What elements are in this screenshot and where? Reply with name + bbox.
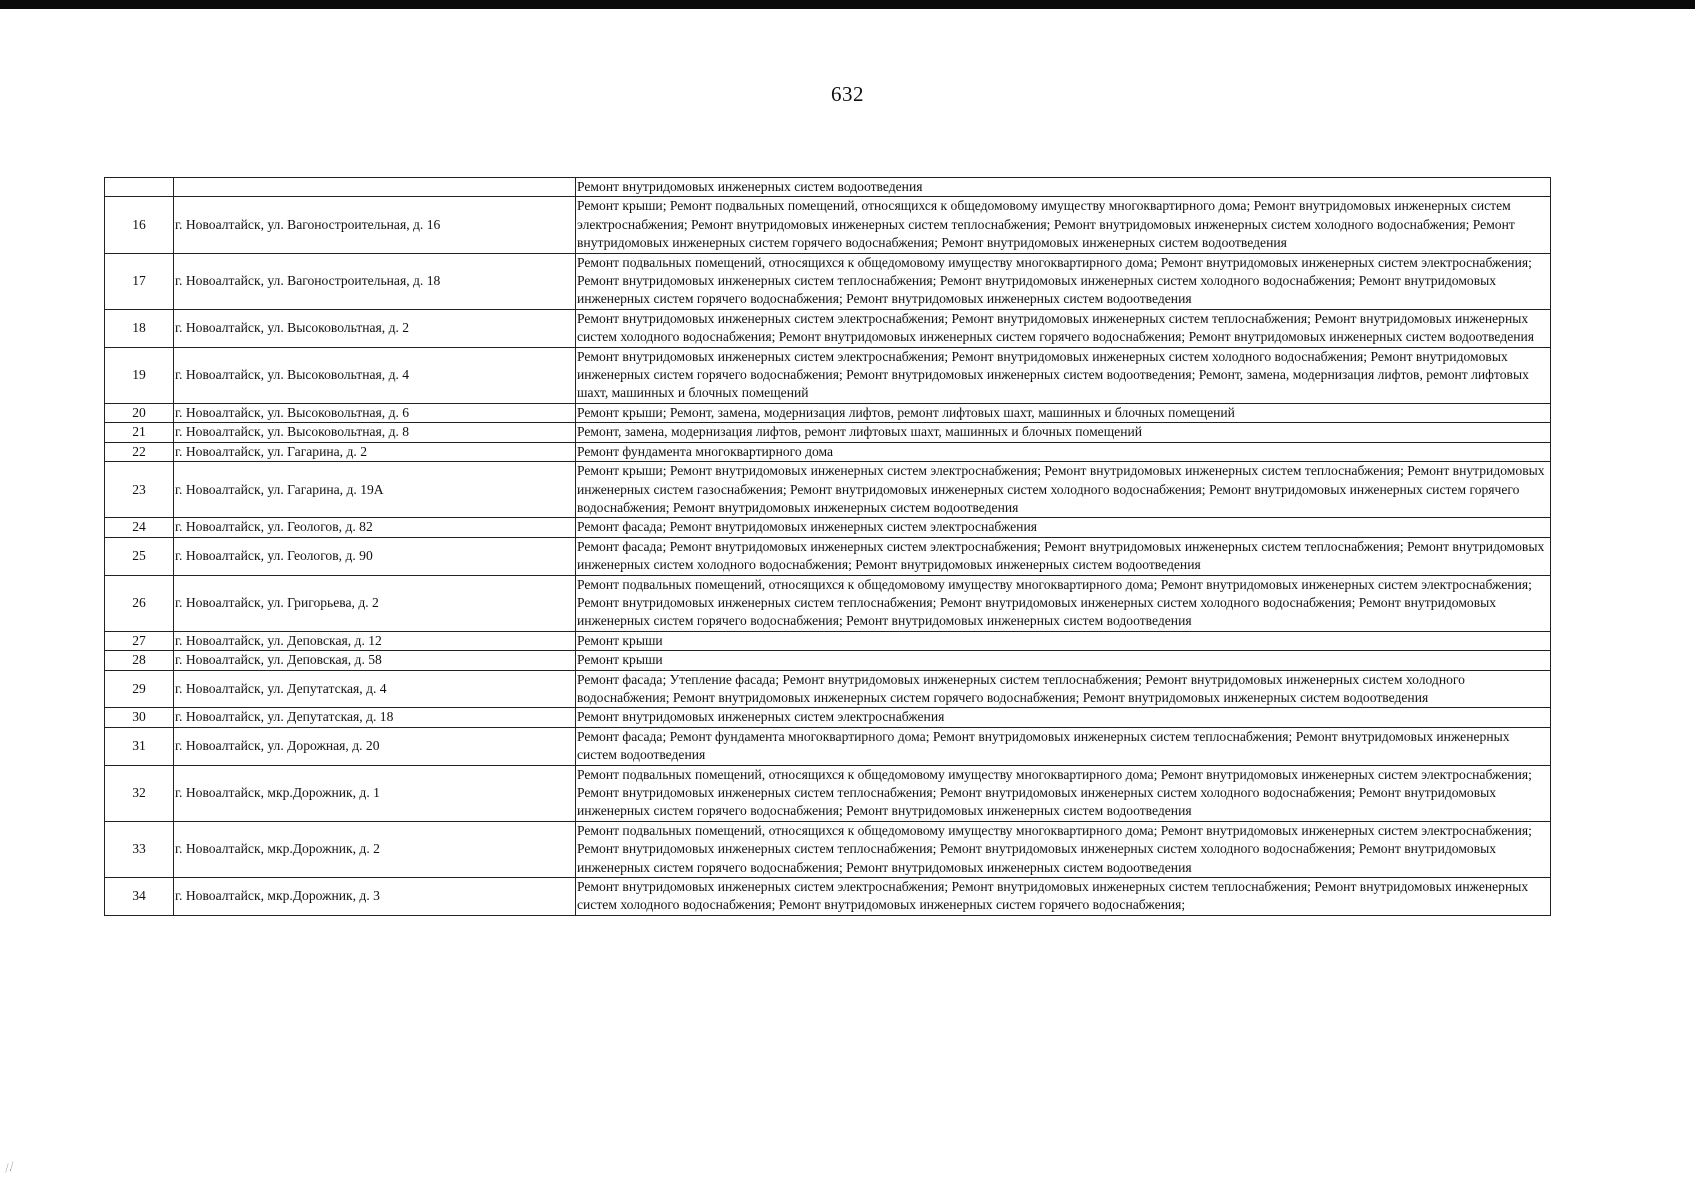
row-works: Ремонт фасада; Ремонт внутридомовых инженерных систем электроснабжения — [576, 518, 1551, 537]
table-row — [105, 821, 1551, 877]
row-works: Ремонт подвальных помещений, относящихся к общедомовому имуществу многоквартирного дома; Ремонт внутридомовых инженерных систем электроснабжения; Ремонт внутридомовых инженерных систем теплоснабжения; Ремонт внутридомовых инженерных систем холодного водоснабжения; Ремонт внутридомовых инженерных систем горячего водоснабжения; Ремонт внутридомовых инженерных систем водоотведения — [576, 821, 1551, 877]
row-address: г. Новоалтайск, ул. Дорожная, д. 20 — [174, 727, 576, 765]
scan-margin-mark: ⁄.⁄ — [3, 1159, 16, 1175]
row-address: г. Новоалтайск, ул. Деповская, д. 58 — [174, 651, 576, 670]
row-number: 17 — [105, 253, 174, 309]
table-row — [105, 197, 1551, 253]
row-address: г. Новоалтайск, ул. Геологов, д. 90 — [174, 537, 576, 575]
row-works: Ремонт внутридомовых инженерных систем электроснабжения — [576, 708, 1551, 727]
row-number — [105, 178, 174, 197]
scan-top-border — [0, 0, 1695, 9]
row-number: 29 — [105, 670, 174, 708]
row-number: 22 — [105, 442, 174, 461]
row-works: Ремонт крыши; Ремонт, замена, модернизация лифтов, ремонт лифтовых шахт, машинных и блочных помещений — [576, 403, 1551, 422]
row-number: 16 — [105, 197, 174, 253]
row-address: г. Новоалтайск, ул. Высоковольтная, д. 6 — [174, 403, 576, 422]
row-works: Ремонт крыши; Ремонт внутридомовых инженерных систем электроснабжения; Ремонт внутридомовых инженерных систем теплоснабжения; Ремонт внутридомовых инженерных систем газоснабжения; Ремонт внутридомовых инженерных систем холодного водоснабжения; Ремонт внутридомовых инженерных систем горячего водоснабжения; Ремонт внутридомовых инженерных систем водоотведения — [576, 462, 1551, 518]
row-address: г. Новоалтайск, ул. Гагарина, д. 19А — [174, 462, 576, 518]
row-works: Ремонт крыши; Ремонт подвальных помещений, относящихся к общедомовому имуществу многоквартирного дома; Ремонт внутридомовых инженерных систем электроснабжения; Ремонт внутридомовых инженерных систем теплоснабжения; Ремонт внутридомовых инженерных систем холодного водоснабжения; Ремонт внутридомовых инженерных систем горячего водоснабжения; Ремонт внутридомовых инженерных систем водоотведения — [576, 197, 1551, 253]
row-number: 24 — [105, 518, 174, 537]
row-number: 19 — [105, 347, 174, 403]
table-row — [105, 670, 1551, 708]
table-row — [105, 708, 1551, 727]
row-works: Ремонт внутридомовых инженерных систем электроснабжения; Ремонт внутридомовых инженерных систем теплоснабжения; Ремонт внутридомовых инженерных систем холодного водоснабжения; Ремонт внутридомовых инженерных систем горячего водоснабжения; Ремонт внутридомовых инженерных систем водоотведения — [576, 309, 1551, 347]
row-address: г. Новоалтайск, ул. Деповская, д. 12 — [174, 631, 576, 650]
table-row — [105, 253, 1551, 309]
row-works: Ремонт подвальных помещений, относящихся к общедомовому имуществу многоквартирного дома; Ремонт внутридомовых инженерных систем электроснабжения; Ремонт внутридомовых инженерных систем теплоснабжения; Ремонт внутридомовых инженерных систем холодного водоснабжения; Ремонт внутридомовых инженерных систем горячего водоснабжения; Ремонт внутридомовых инженерных систем водоотведения — [576, 765, 1551, 821]
row-number: 25 — [105, 537, 174, 575]
row-works: Ремонт фасада; Ремонт внутридомовых инженерных систем электроснабжения; Ремонт внутридомовых инженерных систем теплоснабжения; Ремонт внутридомовых инженерных систем холодного водоснабжения; Ремонт внутридомовых инженерных систем водоотведения — [576, 537, 1551, 575]
row-address: г. Новоалтайск, ул. Депутатская, д. 18 — [174, 708, 576, 727]
repair-works-table — [104, 177, 1551, 916]
row-address: г. Новоалтайск, ул. Высоковольтная, д. 4 — [174, 347, 576, 403]
row-number: 30 — [105, 708, 174, 727]
row-works: Ремонт внутридомовых инженерных систем электроснабжения; Ремонт внутридомовых инженерных систем теплоснабжения; Ремонт внутридомовых инженерных систем холодного водоснабжения; Ремонт внутридомовых инженерных систем горячего водоснабжения; — [576, 878, 1551, 916]
row-address: г. Новоалтайск, ул. Вагоностроительная, д. 16 — [174, 197, 576, 253]
table-row — [105, 537, 1551, 575]
row-number: 18 — [105, 309, 174, 347]
row-number: 21 — [105, 423, 174, 442]
row-works: Ремонт крыши — [576, 651, 1551, 670]
row-works: Ремонт крыши — [576, 631, 1551, 650]
table-row — [105, 727, 1551, 765]
table-row — [105, 403, 1551, 422]
row-works: Ремонт фасада; Утепление фасада; Ремонт внутридомовых инженерных систем теплоснабжения; Ремонт внутридомовых инженерных систем холодного водоснабжения; Ремонт внутридомовых инженерных систем горячего водоснабжения; Ремонт внутридомовых инженерных систем водоотведения — [576, 670, 1551, 708]
row-address: г. Новоалтайск, ул. Геологов, д. 82 — [174, 518, 576, 537]
row-number: 27 — [105, 631, 174, 650]
row-works: Ремонт внутридомовых инженерных систем водоотведения — [576, 178, 1551, 197]
table-row — [105, 347, 1551, 403]
row-address: г. Новоалтайск, ул. Григорьева, д. 2 — [174, 575, 576, 631]
row-address: г. Новоалтайск, ул. Высоковольтная, д. 2 — [174, 309, 576, 347]
table-row — [105, 878, 1551, 916]
row-number: 20 — [105, 403, 174, 422]
row-works: Ремонт подвальных помещений, относящихся к общедомовому имуществу многоквартирного дома; Ремонт внутридомовых инженерных систем электроснабжения; Ремонт внутридомовых инженерных систем теплоснабжения; Ремонт внутридомовых инженерных систем холодного водоснабжения; Ремонт внутридомовых инженерных систем горячего водоснабжения; Ремонт внутридомовых инженерных систем водоотведения — [576, 253, 1551, 309]
row-number: 23 — [105, 462, 174, 518]
row-address: г. Новоалтайск, ул. Гагарина, д. 2 — [174, 442, 576, 461]
row-works: Ремонт подвальных помещений, относящихся к общедомовому имуществу многоквартирного дома; Ремонт внутридомовых инженерных систем электроснабжения; Ремонт внутридомовых инженерных систем теплоснабжения; Ремонт внутридомовых инженерных систем холодного водоснабжения; Ремонт внутридомовых инженерных систем горячего водоснабжения; Ремонт внутридомовых инженерных систем водоотведения — [576, 575, 1551, 631]
row-address: г. Новоалтайск, мкр.Дорожник, д. 2 — [174, 821, 576, 877]
row-number: 31 — [105, 727, 174, 765]
row-address: г. Новоалтайск, ул. Высоковольтная, д. 8 — [174, 423, 576, 442]
row-number: 32 — [105, 765, 174, 821]
table-row — [105, 423, 1551, 442]
row-address: г. Новоалтайск, ул. Депутатская, д. 4 — [174, 670, 576, 708]
row-works: Ремонт фундамента многоквартирного дома — [576, 442, 1551, 461]
row-address: г. Новоалтайск, мкр.Дорожник, д. 1 — [174, 765, 576, 821]
page-number: 632 — [831, 82, 864, 106]
table-row — [105, 442, 1551, 461]
table-row — [105, 575, 1551, 631]
row-number: 26 — [105, 575, 174, 631]
table-row — [105, 178, 1551, 197]
table-row — [105, 765, 1551, 821]
row-works: Ремонт фасада; Ремонт фундамента многоквартирного дома; Ремонт внутридомовых инженерных систем теплоснабжения; Ремонт внутридомовых инженерных систем водоотведения — [576, 727, 1551, 765]
table-row — [105, 518, 1551, 537]
table-row — [105, 631, 1551, 650]
row-works: Ремонт, замена, модернизация лифтов, ремонт лифтовых шахт, машинных и блочных помещений — [576, 423, 1551, 442]
table-row — [105, 651, 1551, 670]
row-number: 28 — [105, 651, 174, 670]
row-address: г. Новоалтайск, ул. Вагоностроительная, д. 18 — [174, 253, 576, 309]
row-address: г. Новоалтайск, мкр.Дорожник, д. 3 — [174, 878, 576, 916]
row-number: 34 — [105, 878, 174, 916]
row-number: 33 — [105, 821, 174, 877]
row-works: Ремонт внутридомовых инженерных систем электроснабжения; Ремонт внутридомовых инженерных систем холодного водоснабжения; Ремонт внутридомовых инженерных систем горячего водоснабжения; Ремонт внутридомовых инженерных систем водоотведения; Ремонт, замена, модернизация лифтов, ремонт лифтовых шахт, машинных и блочных помещений — [576, 347, 1551, 403]
row-address — [174, 178, 576, 197]
table-row — [105, 309, 1551, 347]
table-row — [105, 462, 1551, 518]
